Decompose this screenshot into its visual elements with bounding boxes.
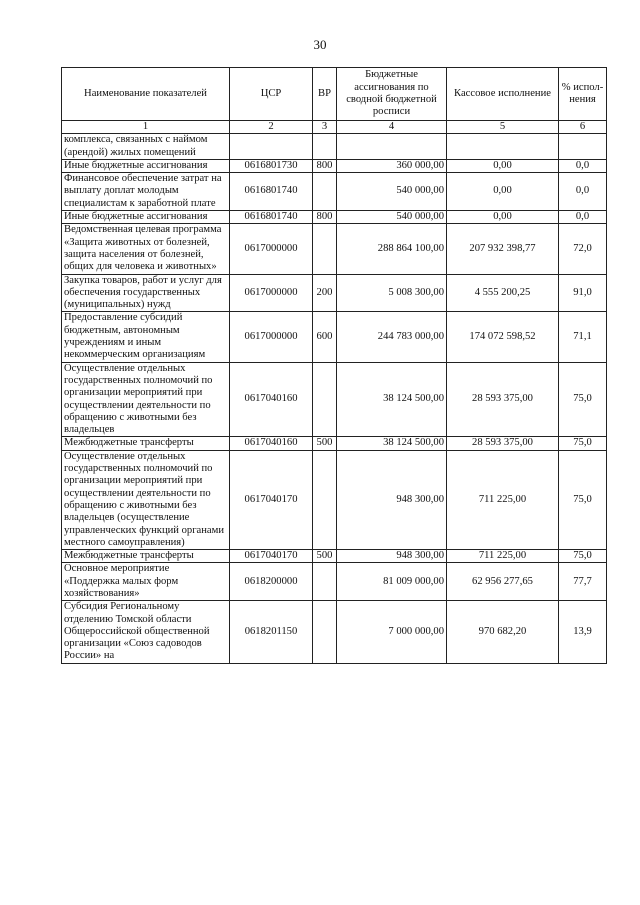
- cell-csr: 0616801740: [230, 173, 313, 211]
- cell-vr: [313, 563, 337, 601]
- table-body: [62, 134, 607, 663]
- table-row: [62, 211, 607, 224]
- cell-name: Финансовое обеспечение затрат на выплату доплат молодым специалистам к заработной плате: [62, 173, 230, 211]
- cell-vr: [313, 601, 337, 663]
- cell-vr: [313, 362, 337, 437]
- cell-cash: 28 593 375,00: [447, 362, 559, 437]
- cell-pct: 75,0: [559, 550, 607, 563]
- cell-csr: 0618201150: [230, 601, 313, 663]
- cell-pct: 75,0: [559, 450, 607, 549]
- column-number: 4: [337, 121, 447, 134]
- cell-pct: 71,1: [559, 312, 607, 362]
- cell-pct: 75,0: [559, 437, 607, 450]
- header-csr: ЦСР: [230, 68, 313, 121]
- cell-cash: 711 225,00: [447, 450, 559, 549]
- table-row: [62, 274, 607, 312]
- cell-budget: 948 300,00: [337, 550, 447, 563]
- cell-pct: 77,7: [559, 563, 607, 601]
- column-number: 1: [62, 121, 230, 134]
- cell-pct: 13,9: [559, 601, 607, 663]
- cell-vr: 200: [313, 274, 337, 312]
- cell-budget: 540 000,00: [337, 173, 447, 211]
- cell-budget: 360 000,00: [337, 159, 447, 172]
- cell-name: Иные бюджетные ассигнования: [62, 211, 230, 224]
- table-row: [62, 362, 607, 437]
- cell-pct: 72,0: [559, 224, 607, 274]
- cell-csr: 0616801740: [230, 211, 313, 224]
- cell-cash: 0,00: [447, 211, 559, 224]
- cell-pct: 75,0: [559, 362, 607, 437]
- cell-vr: 800: [313, 159, 337, 172]
- cell-pct: 0,0: [559, 211, 607, 224]
- table-row: [62, 312, 607, 362]
- cell-name: Предоставление субсидий бюджетным, автономным учреждениям и иным некоммерческим организациям: [62, 312, 230, 362]
- table-header-row: [62, 68, 607, 121]
- cell-budget: 38 124 500,00: [337, 437, 447, 450]
- cell-budget: 540 000,00: [337, 211, 447, 224]
- cell-csr: 0617040170: [230, 450, 313, 549]
- cell-budget: 38 124 500,00: [337, 362, 447, 437]
- table-row: [62, 550, 607, 563]
- cell-csr: 0618200000: [230, 563, 313, 601]
- cell-cash: 62 956 277,65: [447, 563, 559, 601]
- table-row: [62, 437, 607, 450]
- cell-budget: 288 864 100,00: [337, 224, 447, 274]
- cell-name: Межбюджетные трансферты: [62, 550, 230, 563]
- header-name: Наименование показателей: [62, 68, 230, 121]
- cell-csr: 0617040170: [230, 550, 313, 563]
- header-pct: % испол-нения: [559, 68, 607, 121]
- cell-csr: [230, 134, 313, 160]
- cell-budget: 5 008 300,00: [337, 274, 447, 312]
- cell-vr: 500: [313, 550, 337, 563]
- cell-vr: 800: [313, 211, 337, 224]
- cell-budget: 948 300,00: [337, 450, 447, 549]
- table-row: [62, 601, 607, 663]
- cell-budget: 244 783 000,00: [337, 312, 447, 362]
- cell-vr: 500: [313, 437, 337, 450]
- cell-name: Межбюджетные трансферты: [62, 437, 230, 450]
- cell-name: Осуществление отдельных государственных полномочий по организации мероприятий при осуществлении деятельности по обращению с животными без владельцев (осуществление управленческих функций органами местного самоуправления): [62, 450, 230, 549]
- column-number: 2: [230, 121, 313, 134]
- cell-pct: 91,0: [559, 274, 607, 312]
- cell-budget: 81 009 000,00: [337, 563, 447, 601]
- table-row: [62, 134, 607, 160]
- cell-name: Основное мероприятие «Поддержка малых форм хозяйствования»: [62, 563, 230, 601]
- header-vr: ВР: [313, 68, 337, 121]
- cell-name: Осуществление отдельных государственных полномочий по организации мероприятий при осуществлении деятельности по обращению с животными без владельцев: [62, 362, 230, 437]
- cell-name: Ведомственная целевая программа «Защита животных от болезней, защита населения от болезней, общих для человека и животных»: [62, 224, 230, 274]
- header-budget: Бюджетные ассигнования по сводной бюджетной росписи: [337, 68, 447, 121]
- cell-cash: 0,00: [447, 159, 559, 172]
- cell-csr: 0617000000: [230, 274, 313, 312]
- page-number: 30: [313, 37, 327, 52]
- cell-csr: 0617040160: [230, 437, 313, 450]
- cell-cash: 4 555 200,25: [447, 274, 559, 312]
- table-row: [62, 224, 607, 274]
- column-number: 3: [313, 121, 337, 134]
- cell-budget: 7 000 000,00: [337, 601, 447, 663]
- cell-name: Иные бюджетные ассигнования: [62, 159, 230, 172]
- table-row: [62, 159, 607, 172]
- header-cash: Кассовое исполнение: [447, 68, 559, 121]
- table-row: [62, 173, 607, 211]
- table-row: [62, 450, 607, 549]
- cell-cash: 207 932 398,77: [447, 224, 559, 274]
- cell-csr: 0617000000: [230, 224, 313, 274]
- cell-name: комплекса, связанных с наймом (арендой) жилых помещений: [62, 134, 230, 160]
- column-number-row: [62, 121, 607, 134]
- table-row: [62, 563, 607, 601]
- cell-pct: 0,0: [559, 159, 607, 172]
- cell-vr: [313, 224, 337, 274]
- cell-name: Субсидия Региональному отделению Томской области Общероссийской общественной организации «Союз садоводов России» на: [62, 601, 230, 663]
- budget-execution-table: [61, 67, 607, 664]
- cell-cash: 28 593 375,00: [447, 437, 559, 450]
- cell-cash: 174 072 598,52: [447, 312, 559, 362]
- cell-csr: 0616801730: [230, 159, 313, 172]
- cell-cash: 970 682,20: [447, 601, 559, 663]
- cell-budget: [337, 134, 447, 160]
- cell-csr: 0617040160: [230, 362, 313, 437]
- cell-cash: [447, 134, 559, 160]
- cell-cash: 711 225,00: [447, 550, 559, 563]
- column-number: 5: [447, 121, 559, 134]
- column-number: 6: [559, 121, 607, 134]
- cell-cash: 0,00: [447, 173, 559, 211]
- cell-name: Закупка товаров, работ и услуг для обеспечения государственных (муниципальных) нужд: [62, 274, 230, 312]
- cell-csr: 0617000000: [230, 312, 313, 362]
- cell-pct: 0,0: [559, 173, 607, 211]
- cell-vr: 600: [313, 312, 337, 362]
- cell-vr: [313, 450, 337, 549]
- cell-vr: [313, 134, 337, 160]
- cell-vr: [313, 173, 337, 211]
- cell-pct: [559, 134, 607, 160]
